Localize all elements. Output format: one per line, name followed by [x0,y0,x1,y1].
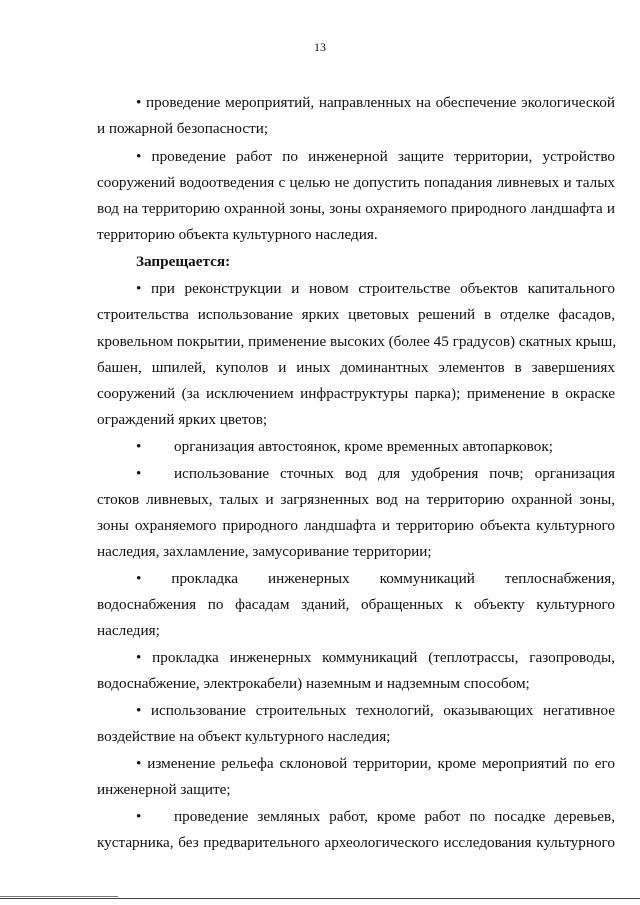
bullet-item-construction-line-1: • при реконструкции и новом строительстве объектов капитального [136,280,615,297]
bullet-item-construction-line-6: ограждений ярких цветов; [97,411,268,428]
bullet-item-ecology-line-1: • проведение мероприятий, направленных на обеспечение экологической [136,94,615,111]
bullet-item-technologies-line-2: воздействие на объект культурного наследия; [97,728,391,745]
bullet-item-parking-line-1: организация автостоянок, кроме временных автопарковок; [174,438,553,455]
bullet-item-engineering-line-1: • проведение работ по инженерной защите территории, устройство [136,148,615,165]
bullet-item-engineering-line-2: сооружений водоотведения с целью не допустить попадания ливневых и талых [97,174,615,191]
bullet-item-utilities-line-2: водоснабжение, электрокабели) наземным и надземным способом; [97,675,530,692]
bullet-item-heating-line-2: водоснабжения по фасадам зданий, обращенных к объекту культурного [97,596,615,613]
footer-divider-short [0,896,118,897]
bullet-item-heating-line-3: наследия; [97,622,160,639]
bullet-item-relief-line-1: • изменение рельефа склоновой территории, кроме мероприятий по его [136,755,615,772]
bullet-item-construction-line-3: кровельном покрытии, применение высоких (более 45 градусов) скатных крыш, [97,333,617,350]
bullet-item-wastewater-line-4: наследия, захламление, замусоривание территории; [97,543,432,560]
bullet-item-heating-line-1: • прокладка инженерных коммуникаций теплоснабжения, [136,570,615,587]
page-number: 13 [314,40,326,54]
bullet-item-earthworks-line-2: кустарника, без предварительного археологического исследования культурного [97,834,615,851]
bullet-item-engineering-line-4: территорию объекта культурного наследия. [97,226,378,243]
bullet-item-earthworks-line-1: проведение земляных работ, кроме работ по посадке деревьев, [174,808,615,825]
bullet-marker: • [136,808,142,825]
bullet-item-wastewater-line-3: зоны охраняемого природного ландшафта и территорию объекта культурного [97,517,615,534]
section-heading-prohibited: Запрещается: [136,253,231,270]
bullet-marker: • [136,465,142,482]
bullet-item-construction-line-4: башен, шпилей, куполов и иных доминантных элементов в завершениях [97,359,615,376]
bullet-marker: • [136,438,142,455]
bullet-item-engineering-line-3: вод на территорию охранной зоны, зоны охраняемого природного ландшафта и [97,200,615,217]
bullet-item-wastewater-line-1: использование сточных вод для удобрения почв; организация [174,465,615,482]
bullet-item-construction-line-5: сооружений (за исключением инфраструктуры парка); применение в окраске [97,385,615,402]
bullet-item-ecology-line-2: и пожарной безопасности; [97,120,269,137]
bullet-item-technologies-line-1: • использование строительных технологий, оказывающих негативное [136,702,615,719]
footer-divider [0,898,640,899]
bullet-item-construction-line-2: строительства использование ярких цветовых решений в отделке фасадов, [97,306,615,323]
bullet-item-utilities-line-1: • прокладка инженерных коммуникаций (теплотрассы, газопроводы, [136,649,615,666]
bullet-item-wastewater-line-2: стоков ливневых, талых и загрязненных вод на территорию охранной зоны, [97,491,615,508]
bullet-item-relief-line-2: инженерной защите; [97,781,231,798]
